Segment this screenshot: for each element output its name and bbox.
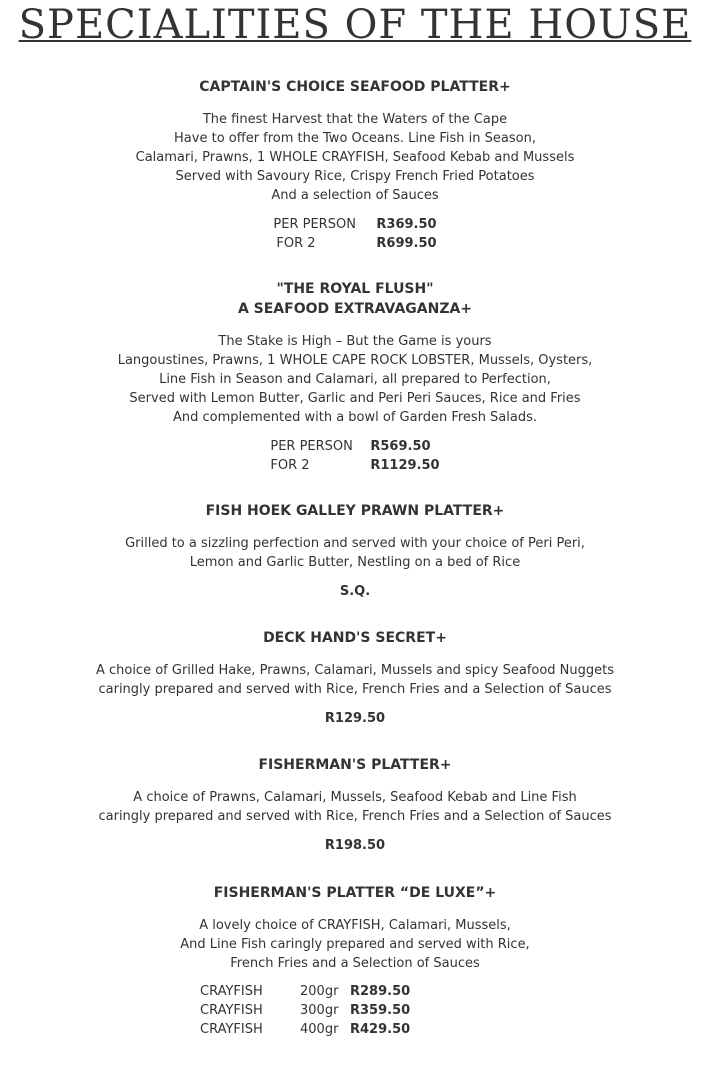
desc-line: A choice of Prawns, Calamari, Mussels, Seafood Kebab and Line Fish xyxy=(133,790,577,805)
crayfish-price: R429.50 xyxy=(350,1022,411,1037)
price-table xyxy=(270,437,439,475)
crayfish-weight: 400gr xyxy=(300,1022,339,1037)
price-row xyxy=(270,437,439,456)
desc-line: Served with Lemon Butter, Garlic and Peri Peri Sauces, Rice and Fries xyxy=(129,391,581,406)
crayfish-row xyxy=(200,982,410,1001)
item-title: CAPTAIN'S CHOICE SEAFOOD PLATTER+ xyxy=(199,79,511,95)
desc-line: Lemon and Garlic Butter, Nestling on a bed of Rice xyxy=(189,555,521,570)
item-title: FISH HOEK GALLEY PRAWN PLATTER+ xyxy=(205,503,505,519)
menu-item-fishermans-deluxe xyxy=(0,883,710,973)
item-title: FISHERMAN'S PLATTER “DE LUXE”+ xyxy=(213,885,497,901)
crayfish-name: CRAYFISH xyxy=(200,1003,263,1018)
item-title: FISHERMAN'S PLATTER+ xyxy=(258,757,452,773)
desc-line: Grilled to a sizzling perfection and served with your choice of Peri Peri, xyxy=(125,536,585,551)
price-value: R699.50 xyxy=(376,236,437,251)
desc-line: A choice of Grilled Hake, Prawns, Calamari, Mussels and spicy Seafood Nuggets xyxy=(95,663,615,678)
desc-line: And a selection of Sauces xyxy=(271,188,439,203)
crayfish-name: CRAYFISH xyxy=(200,1022,263,1037)
item-price: R198.50 xyxy=(324,838,386,853)
desc-line: caringly prepared and served with Rice, French Fries and a Selection of Sauces xyxy=(98,809,612,824)
item-description xyxy=(0,110,710,205)
desc-line: Line Fish in Season and Calamari, all prepared to Perfection, xyxy=(159,372,551,387)
item-subtitle: A SEAFOOD EXTRAVAGANZA+ xyxy=(237,301,473,317)
desc-line: Have to offer from the Two Oceans. Line Fish in Season, xyxy=(174,131,536,146)
item-price: R129.50 xyxy=(324,711,386,726)
crayfish-weight: 300gr xyxy=(300,1003,339,1018)
desc-line: French Fries and a Selection of Sauces xyxy=(230,956,480,971)
price-row xyxy=(273,215,436,234)
price-row xyxy=(270,456,439,475)
item-title: DECK HAND'S SECRET+ xyxy=(263,630,447,646)
price-label: PER PERSON xyxy=(270,439,353,454)
price-value: R369.50 xyxy=(376,217,437,232)
crayfish-price: R289.50 xyxy=(350,984,411,999)
menu-item-fishermans-platter xyxy=(0,755,710,855)
price-label: FOR 2 xyxy=(270,458,310,473)
crayfish-row xyxy=(200,1020,410,1039)
desc-line: A lovely choice of CRAYFISH, Calamari, Mussels, xyxy=(199,918,511,933)
item-description xyxy=(0,661,710,699)
price-label: PER PERSON xyxy=(273,217,356,232)
menu-item-royal-flush xyxy=(0,279,710,475)
page-title: SPECIALITIES OF THE HOUSE xyxy=(18,2,692,48)
desc-line: Served with Savoury Rice, Crispy French Fried Potatoes xyxy=(175,169,535,184)
price-table xyxy=(273,215,436,253)
crayfish-name: CRAYFISH xyxy=(200,984,263,999)
crayfish-price: R359.50 xyxy=(350,1003,411,1018)
crayfish-price-table xyxy=(200,982,410,1039)
price-label: FOR 2 xyxy=(276,236,316,251)
crayfish-weight: 200gr xyxy=(300,984,339,999)
desc-line: caringly prepared and served with Rice, French Fries and a Selection of Sauces xyxy=(98,682,612,697)
desc-line: And Line Fish caringly prepared and served with Rice, xyxy=(180,937,530,952)
crayfish-row xyxy=(200,1001,410,1020)
price-value: R1129.50 xyxy=(370,458,440,473)
menu-item-captains-choice xyxy=(0,77,710,253)
item-title: "THE ROYAL FLUSH" xyxy=(276,281,434,297)
price-row xyxy=(273,234,436,253)
desc-line: The Stake is High – But the Game is yours xyxy=(218,334,492,349)
desc-line: Calamari, Prawns, 1 WHOLE CRAYFISH, Seafood Kebab and Mussels xyxy=(135,150,575,165)
item-description xyxy=(0,916,710,973)
desc-line: Langoustines, Prawns, 1 WHOLE CAPE ROCK LOBSTER, Mussels, Oysters, xyxy=(117,353,593,368)
item-description xyxy=(0,332,710,427)
menu-item-deck-hands-secret xyxy=(0,628,710,728)
item-description xyxy=(0,534,710,572)
item-price: S.Q. xyxy=(339,584,371,599)
menu-item-prawn-platter xyxy=(0,501,710,601)
item-description xyxy=(0,788,710,826)
price-value: R569.50 xyxy=(370,439,431,454)
desc-line: The finest Harvest that the Waters of the Cape xyxy=(202,112,508,127)
desc-line: And complemented with a bowl of Garden Fresh Salads. xyxy=(172,410,538,425)
